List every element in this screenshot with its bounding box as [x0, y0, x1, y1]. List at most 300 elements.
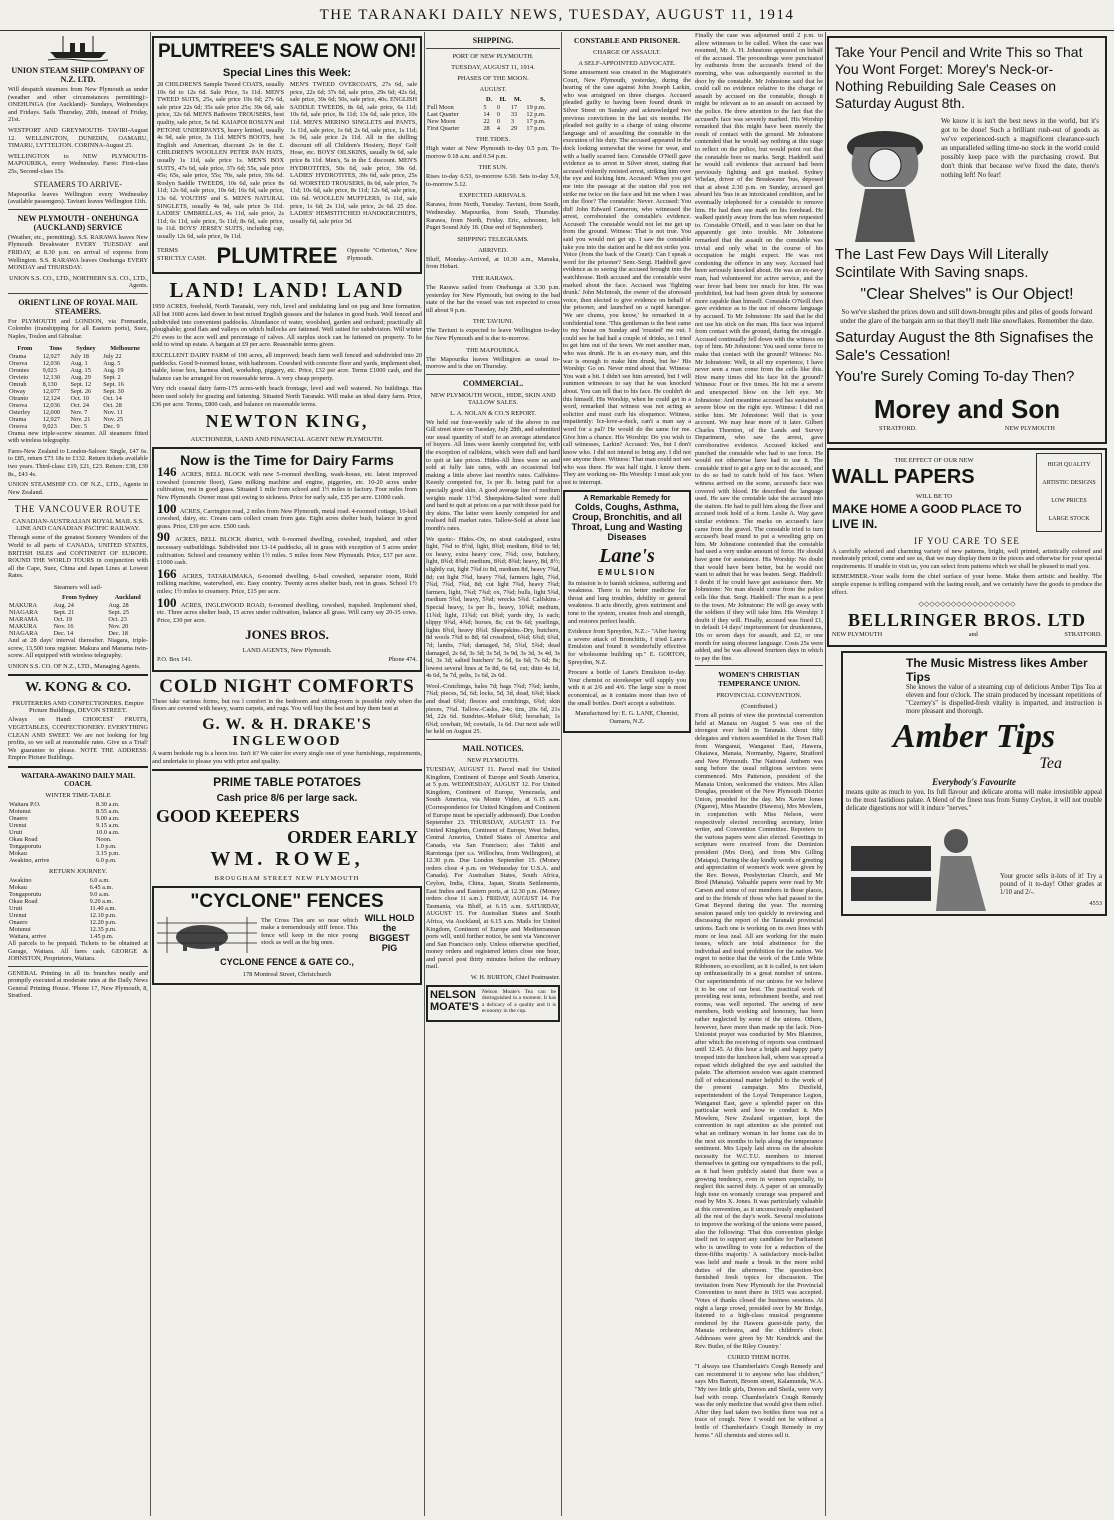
lanes-text: Its mission is to banish sickness, suffering and weakness. There is no better medicine for throat and lung troubles, debility or general weakness. It acts directly, gives nutriment and tone to the system, creates fresh and strength, and restores perfect health. — [568, 579, 686, 625]
table-row — [8, 402, 148, 409]
tin-label: HIGH QUALITY — [1047, 461, 1091, 468]
table-cell: Sept. 25 — [108, 608, 130, 616]
farm-acres: 100 — [157, 500, 180, 516]
table-header-cell: From — [17, 344, 33, 352]
farm-description: ACRES, Carrington road, 2 miles from New Plymouth, metal road. 4-roomed cottage, 10-bail cowshed, dairy, etc. Cream carts collect cream from gate. Eight acres shelter bush, balance in good grass. Price, £39 per acre. £500 cash. — [157, 507, 418, 530]
table-row — [8, 609, 148, 616]
table-cell: MAKURA — [9, 622, 37, 630]
table-cell: Orsova — [9, 422, 28, 430]
potatoes-price: Cash price 8/6 per large sack. — [216, 793, 358, 805]
table-cell: Sept. 2 — [103, 373, 121, 381]
bellringer-heading: BELLRINGER BROS. LTD — [848, 610, 1086, 631]
wallpaper-heading: WALL PAPERS — [832, 465, 975, 488]
table-cell: 12,130 — [42, 373, 60, 381]
union-steam-ship-heading: UNION STEAM SHIP COMPANY OF N.Z. LTD. — [11, 66, 145, 84]
amber-tea: Tea — [1039, 754, 1062, 772]
table-cell: Orsova — [9, 401, 28, 409]
commercial-heading: COMMERCIAL. — [462, 378, 524, 388]
table-row — [8, 877, 148, 884]
table-cell: Dec. 14 — [53, 629, 74, 637]
plumtree-heading: PLUMTREE'S SALE NOW ON! — [158, 41, 416, 62]
kong-text: Always on Hand: CHOICEST FRUITS, VEGETABLES, CONFECTIONERY. EVERYTHING CLEAN AND SWEET. We are not looking for big profits, so we sell at reasonable rates. Give us a Trial! We guarantee to please. NOTE THE ADDRESS: Empire Picture Buildings. — [8, 716, 148, 762]
table-cell: 17 p.m. — [526, 125, 546, 132]
table-cell: 9.00 a.m. — [95, 814, 120, 822]
onehunga-heading: NEW PLYMOUTH - ONEHUNGA (AUCKLAND) SERVICE — [17, 213, 139, 232]
mapourika-heading: THE MAPOURIKA. — [466, 346, 520, 354]
table-cell: Uruti — [9, 828, 23, 836]
table-cell: Urenui — [9, 821, 27, 829]
amber-brand: Amber Tips — [892, 717, 1056, 755]
orient-fleet-table — [8, 344, 148, 430]
table-row — [8, 381, 148, 388]
table-cell: Otranto — [9, 394, 29, 402]
column-shipping-commercial — [426, 32, 560, 1516]
coach-return-table — [8, 877, 148, 940]
shipping-heading: SHIPPING. — [472, 36, 514, 45]
cold-night-text: These take various forms, but rea l comfort in the bedroom and sitting-room is possible only when the floors are covered with heavy, warm carpets, and rugs. You will buy the best and buy them best at — [152, 697, 422, 713]
table-cell: July 18 — [70, 352, 89, 360]
table-cell: Tongaporutu — [9, 842, 42, 850]
table-cell: MARAMA — [9, 615, 39, 623]
table-cell: Aug. 19 — [103, 366, 124, 374]
convention-text: From all points of view the provincial convention held at Manaia on August 5 was one of the strongest ever held in Taranaki. About fifty delegates and visitors assembled in the Town Hall from Wanganui, Wanganui East, Hawera, Okaiawa, Manaia, Normanby, Ngaere, Stratford and New Plymouth. The National Anthem was sung before the usual religious services were commenced. Mrs Patterson, president of the Manaia Union, welcomed the visitors. Mrs Allan Douglas, president of the New Plymouth District Union, presided for the day. Mrs Xavier Jones (Ngaere), Miss Maundre (Hawera), Mrs Mowlem, in conjunction with Miss Nelson, were respectively elected recording secretary, letter writer, and Convention Committee. Reporters to the various papers were also elected. Greetings in scripture were received from the Dominion president (Mrs Don), and from Mrs Gilling (Matapu). During the day kindly words of greeting and appreciation of women's work were given by the Rev. Bowes, Presbyterian Church, and Mr Brod (Manaia). Valuable papers were read by Mr Carson and some of our members in those places, and to the friends of those who had passed to the Great Beyond during the year. The morning session passed only too quickly in reviewing and discussing the report of the Taranaki provincial unions. Each one is working on its own lines with more or less zeal. All are working for the main issues, which are total abstinence for the individual and total prohibition for the nation. We regret to notice that the work of the Little White Ribboners, so excellent, as it is called, is not taken up enthusiastically in a great number of unions. Our superintendents of our unions for we believe it to be one of our best. The practical work of providing rest tents, refreshment booths, and rest rooms, was well reported. The sewing of new members, both working and honorary, has been rather neglected by some of the unions. Others, however, have more than made up the lack. Non-Unionist prayer was conducted by Mrs Blamires, after which the receiving of reports was continued until 12.45. At this hour a bright and happy party trooped into the luncheon hall, where was spread a repast which delighted the eye and satisfied the palate. The afternoon session was again crammed full of educational matter helpful to the work of the present campaign. Mrs Duxfield, superintendent of the Loyal Temperance Legion, Wanganui East, gave a splendid paper on this particular work and how to conduct it. Mrs Mowlem, New Zealand organiser, kept the convention in rapt attention as she pointed out what an ordinary woman in her home can do in the next six months to help along the temperance sentiment. Mrs Lipsly laid stress on the absolute necessity for W.C.T.U. members to interest themselves in getting our sympathisers to the poll, as it had been publicly stated that there was a growing tendency, even in women especially, to neglect this sacred duty. A paper of an unusually high tone on womanly courage was prepared and read by Mrs X. Jones. It was particularly valuable at this convention, as it unconsciously emphasised all the rest of the day's work. Several resolutions to improve the working of the unions were passed, also the following: 'That this convention pledge itself not to support any candidate for Parliament who is unwilling to vote for a reduction of the three-fifths majority.' A satisfactory mock-ballot was held and made a break in the more solid duties of the afternoon. The question-box furnished fresh topics for discussion. The invitation from New Plymouth for the Provincial Convention to meet there in 1915 was accepted. 'Votes of thanks closed the business sessions. At night a large crowd, presided over by Mr Bridge, listened to a high-class musical programme rendered by the Hawera guest-tide party, the Manaia orchestra, and the children's choir. Addresses were given by Mr Kendrick and the Rev. Butler, of the Riley Country.' — [695, 712, 823, 1350]
steamship-icon — [48, 34, 108, 62]
table-cell: 28 — [483, 125, 490, 132]
masthead: THE TARANAKI DAILY NEWS, TUESDAY, AUGUST 11, 1914 — [0, 0, 1114, 31]
lanes-list: Colds, Coughs, Asthma, Croup, Bronchitis, and all Throat, Lung and Wasting Diseases — [571, 501, 683, 542]
table-row — [8, 822, 148, 829]
table-row — [8, 602, 148, 609]
steamers-arrive-heading: STEAMERS TO ARRIVE- — [33, 179, 123, 189]
table-row — [8, 395, 148, 402]
land-coastal-text: Very rich coastal dairy farm-175 acres-with beach frontage, level and well watered. No buildings. Has been used solely for grazing and fattening. Situated North Taranaki. Will make an ideal dairy farm. Price, £36 per acre. Terms, £800 cash, and balance on reasonable terms. — [152, 385, 422, 408]
cyclone-side: WILL HOLD the BIGGEST PIG — [364, 913, 415, 954]
column-rule — [561, 32, 562, 1516]
table-row — [8, 843, 148, 850]
wm-rowe-address: BROUGHAM STREET NEW PLYMOUTH — [214, 875, 360, 883]
table-row — [8, 891, 148, 898]
table-row — [8, 374, 148, 381]
table-row — [8, 388, 148, 395]
table-cell: 5 — [483, 104, 487, 111]
table-row — [426, 118, 560, 125]
taviuni-text: The Taviuni is expected to leave Wellington to-day for New Plymouth and is due to-morrow. — [426, 327, 560, 342]
table-cell: Uruti — [9, 904, 23, 912]
farm-listing — [157, 464, 418, 501]
coach-sub: WINTER TIME-TABLE — [45, 791, 111, 799]
column-rule — [825, 32, 826, 1516]
plumtree-left-list: 28 CHILDREN'S Sample Tweed COATS, usually 10s 6d to 12s 6d. Sale Price, 5s 11d. MEN'S TWEED SUITS, 25s, sale price 19s 6d; 27s 6d, sale price 22s 6d; 35s sale price 25s; 39s 6d, sale price, 32s 6d. MEN'S Bathwire TROUSERS, best quality, sale price, 5s 6d. KAIAPOI ROSLYN and PETONE UNDERPANTS, heavy knitted, usually 4s 9d, sale price, 3s 11d. MEN'S BOOTS, best English and American, discount 2s in the £. CHILDREN'S WOOLLEN PETER PAN HATS, usually 1s 11d, sale price 1s. MEN'S BOX SUITS, 47s 6d, sale price, 37s 6d; 55s, sale price 45s; 65s, sale price, 55s; 70s, sale price, 59s 6d. Roslyn Saddle TWEEDS, 10s 6d, sale price 8s 11d; 12s 6d, sale price, 10s 6d; 16s 6d, sale price, 13s 6d. YOUTHS' and S. MEN'S NATURAL SINGLETS, usually 4s 9d, sale price 3s 11d. LADIES' UMBRELLAS, 4s 11d, sale price, 2s 11d; 6s 11d, sale price, 5s 11d; 8s 6d, sale price, 6s 11d. BOYS' JERSEY SUITS, including cap, usually 12s 6d, sale price, 9s 11d. — [157, 81, 284, 240]
table-cell: Sept. 21 — [53, 608, 75, 616]
table-cell: Urenui — [9, 911, 27, 919]
grocer-text: Your grocer sells it-lots of it! Try a pound of it to-day! Other grades at 1/10 and 2/-. — [1000, 873, 1102, 897]
wallpaper-sub: WILL BE TO — [916, 492, 952, 500]
table-cell: MAKURA — [9, 601, 37, 609]
table-cell: 12 p.m. — [526, 111, 546, 118]
vancouver-table — [8, 593, 148, 637]
remember-text: REMEMBER.-Your walls form the chief surface of your home. Make them artistic and healthy. The simple expense is trifling compared with the lasting result, and we certainly have the goods to produce the effect. — [832, 573, 1102, 596]
table-cell: 6.45 a.m. — [89, 883, 114, 891]
arrivals-text: Rarawa, from North, Tuesday. Taviuni, from South, Wednesday. Mapourika, from South, Thursday. Rarawa, from North, Friday. Eric, schooner, left Puget Sound July 18. (Due end of September). — [426, 201, 560, 232]
plumtree-right-list: MEN'S TWEED OVERCOATS, 27s 6d, sale price, 22s 6d; 37s 6d, sale price, 29s 6d; 42s 6d, sale price, 39s 6d; 50s, sale price, 40s. ENGLISH SADDLE TWEEDS, 8s 6d, sale price, 6s 11d; 10s 6d, sale price, 8s 11d; 13s 6d, sale price, 10s 11d. MEN'S MERINO SINGLETS and PANTS, 1s 11d, sale price, 1s 6d; 2s 6d, sale price, 1s 11d; 3s 9d, sale price 2s 11d. All in the shilling discount off all Children's Hosiery, Boys' Golf Hose, etc. BOYS' OILSKINS, usually 9s 6d, sale price 8s 11d. Men's, 5s in the £ discount. MEN'S HYDROTITES, 50s 6d, sale price, 39s 6d. LADIES' HYDROTITES, 39s 6d, sale price, 25s 6d. WORSTED TROUSERS, 8s 6d, sale price, 7s 11d; 10s 6d, sale price, 8s 11d; 12s 6d, sale price, 10s 6d. WOOLLEN MUFFLERS, 1s 11d, sale price, 1s 6d; 2s 11d, sale price, 2s 6d. 25 doz. LADIES' HEMSTITCHED HANDKERCHIEFS, usually 6d, sale price 3d. — [290, 81, 417, 225]
table-cell: Mokau — [9, 883, 27, 891]
table-cell: 10.0 a.m. — [95, 828, 120, 836]
table-cell: Onaero — [9, 918, 28, 926]
lanes-heading: A Remarkable Remedy for — [583, 494, 671, 502]
table-row — [8, 353, 148, 360]
table-cell: 12,927 — [42, 415, 60, 423]
table-row — [8, 919, 148, 926]
table-cell: 12,000 — [42, 408, 60, 416]
table-cell: Awakino, arrive — [9, 856, 50, 864]
table-cell: Aug. 28 — [108, 601, 129, 609]
lanes-bottle-icon — [568, 545, 686, 577]
cured-text: "I always use Chamberlain's Cough Remedy and can recommend it to anyone who has children," says Mrs Barrett, Broom street, Kalamunda, W.A. "My two little girls, Doreen and Sheila, were very bad with croup. Chamberlain's Cough Remedy was the only medicine that would give them relief. After they had taken two bottles there was not a trace of cough. Now I would not be without a bottle of Chamberlain's Cough Remedy in my home." All chemists and stores sell it. — [695, 1363, 823, 1439]
table-cell: Orvieto — [9, 373, 29, 381]
orient-fares: Fares-New Zealand to London-Saloon: Single, £47 6s. to £85, return £73 18s to £132. Return tickets available two years. Third-class: £19, £21, £23. Return: £38, £39 8s., £43 4s. — [8, 447, 148, 478]
bellringer-ad — [827, 448, 1107, 647]
table-header-cell: H. — [499, 96, 507, 103]
moon-table — [426, 95, 560, 132]
last-few-days: The Last Few Days Will Literally Scintilate With Saving snaps. — [835, 246, 1049, 281]
table-cell: 1.45 p.m. — [89, 932, 114, 940]
farm-description: ACRES, BELL BLOCK district, with 6-roomed dwelling, cowshed, trapshed, and other necessary outbuildings. Subdivided into 13-14 paddocks, all in grass with exception of 5 acres under cultivation. School and creamery within 1½ miles. 5 miles from New Plymouth. Price, £37 per acre. £1000 cash. — [157, 536, 418, 567]
table-cell: 12.20 p.m. — [89, 918, 117, 926]
moon-heading: PHASES OF THE MOON. — [457, 75, 529, 82]
farm-acres: 90 — [157, 529, 176, 545]
order-early: ORDER EARLY — [287, 827, 418, 848]
table-cell: Motunui — [9, 925, 31, 933]
nz-service-text: WESTPORT AND GREYMOUTH- TAVIRI-August 12. WELLINGTON, DUNEDIN, OAMARU, TIMARU, LYTTELTON. CORINNA-August 25. — [8, 126, 148, 150]
table-row — [8, 423, 148, 430]
drake-sub: INGLEWOOD — [232, 734, 342, 750]
story-part-2: Finally the case was adjourned until 2 p.m. to allow witnesses to be called. When the case was resumed, Mr. A. H. Johnstone appeared on behalf of the accused. The proceedings were punctuated by outbursts from the accused's friend of the morning, who was subsequently escorted to the door by the constable. Mr Johnstone said that he could call no evidence relative to the charge of assault by accused on the constable, though it might be relevant as to an assault on accused by the police. He drew attention to the fact that the accused's face was severely marked. His Worship remarked that this might have been merely the result of contact with the ground. Mr Johnstone contended that he would say nothing at this stage to reflect on the police, but would point out that the constable bore no marks. Sergt. Haddrell said he would call evidence that accused had been previously fighting and got marked. Sydney Whelan, driver of the Breakwater 'bus, deposed that at about 2.30 p.m. on Sunday, accused got aboard his 'bus in an intoxicated condition, and he eventually telephoned for a constable to remove him. He had then one mark on his forehead. He walked quietly away from the bus when requested to. Constable O'Neill, and it was later on that he apparently got into trouble. Mr Johnstone remarked that the assault on the constable was trivial and only what in the course of his occupation he might expect. He was not condoning the offence in any way. Accused had been seriously knocked about. He was an ex-navy man, had volunteered for active service, and the war fever had been too much for him. He was prohibited, but had been given drink by someone more capable than himself. Constable O'Neill then gave evidence as to the use of obscene language by accused. To Mr Johnstone: He said that he did not use his stick on the man. His face was injured from contact with the ground, during the struggle. Accused continually fell down with the witness on top of him. Mr Johnstone: You used some force to make that contact with the ground? Witness: No. Mr Johnstone: Well, in all my experience, I have never seen a man come from the cells like this. How many times did his face hit the ground? Witness: Four or five times. He hit me a severe and unexpected blow on the left eye. Mr Johnstone: And meantime accused has sustained a severe blow on the right eye. Witness: I did not strike him. Mr Johnstone: Well that is your account. We may hear more of it later. Gilbert Charles Thornton, of the Lands and Survey Department, who saw the arrest, gave corroborative evidence. Accused kicked and punched the constable who had to use force. He would not otherwise have had to use it. The constable tried to get a grip on to the accused, and to do so had to catch hold of his face. When witness arrived on the scene, accused's face was covered with blood. He described the language used. He saw the constable take the accused into the station. He had to pull him along the floor and accused took hold of a form. Leslie A. Way gave similar evidence. The marks on accused's face came from the gravel. The constable tried to turn accused's head round to put a wrestling grip on him. Mr Johnstone contended that the constable had used a very undue amount of force. He should have gone for assistance. His Worship: No doubt that would have been better, but he would not want to admit that he was beaten. Sergt. Haddrell: I doubt if he could have got assistance then. Mr Johnstone: No man should come from the police cells like that. Sergt. Haddrell: The man is a pest to the town. Mr Johnstone: He will go away with the soldiers if they will take him. His Worship: I doubt if they will. Finally, accused was fined £1, in default 14 days' imprisonment for drunkenness, 10s or seven days for assault, and £2, or one month for using obscene language. Costs 25s were added, and he was allowed fourteen days in which to pay the fine. — [695, 32, 823, 662]
printing-text: GENERAL Printing in all its branches neatly and promptly executed at moderate rates at the Daily News General Printing House. 'Phone 17, New Plymouth, 8, Stratford. — [8, 969, 148, 1000]
farm-listing — [157, 500, 418, 531]
union-agents: UNION S.S. CO., LTD., NORTHERN S.S. CO., LTD., Agents. — [9, 274, 148, 290]
lanes-brand: Lane's — [599, 544, 655, 567]
onehunga-text: (Weather, etc., permitting). S.S. RARAWA leaves New Plymouth Breakwater EVERY TUESDAY and FRIDAY, at 8.30 p.m. on arrival of express from Wellington. S.S. RARAWA leaves Onehunga EVERY MONDAY and THURSDAY. — [8, 233, 148, 272]
orient-text: For PLYMOUTH and LONDON, via Fremantle, Colombo (transhipping for all Eastern ports), Suez, Naples, Toulon and Gibraltar. — [8, 317, 148, 341]
wctu-heading: WOMEN'S CHRISTIAN TEMPERANCE UNION. — [717, 670, 801, 689]
table-row — [8, 416, 148, 423]
table-cell: 9,023 — [42, 366, 57, 374]
wm-rowe-heading: WM. ROWE, — [210, 848, 364, 871]
morey-text: We know it is isn't the best news in the world, but it's got to be done! Such a brilliant rush-out of goods as we've experienced-such a magnificent clearance-such an unparalleled selling time-no stock in the world could possibly keep pace with the purchasing crowd. But don't think that because we've fixed the date, there's nothing left! No fear! — [941, 117, 1099, 179]
wallpaper-text: A carefully selected and charming variety of new patterns, bright, well printed, artistically colored and moderately priced, come and see us, that we may display them in the pieces and otherwise for your special requirements. If unable to visit us, you can select from patterns which we shall be pleased to mail you. — [832, 547, 1102, 570]
mapourika-text: The Mapourika leaves Wellington as usual to-morrow and is due on Thursday. — [426, 355, 560, 371]
farm-listing — [157, 594, 417, 625]
table-cell: NIAGARA — [9, 629, 39, 637]
table-row — [8, 933, 148, 940]
coach-table — [8, 801, 148, 864]
table-cell: 12,036 — [42, 401, 60, 409]
clear-shelves: "Clear Shelves" is Our Object! — [860, 286, 1074, 303]
table-cell: 9.20 a.m. — [89, 897, 114, 905]
plumtree-terms: TERMS STRICTLY CASH. — [157, 247, 207, 262]
wallpaper-tins-icon — [1036, 453, 1102, 532]
if-you-care: IF YOU CARE TO SEE — [914, 535, 1020, 546]
farm-acres: 100 — [157, 594, 181, 610]
table-cell: Waitara P.O. — [9, 800, 41, 808]
morey-stratford: STRATFORD. — [879, 425, 917, 432]
table-cell: 19 p.m. — [526, 104, 546, 111]
table-cell: Oct. 24 — [70, 401, 90, 409]
tin-label: ARTISTIC DESIGNS — [1042, 479, 1096, 486]
morey-new-plymouth: NEW PLYMOUTH — [1004, 425, 1055, 432]
lanes-maker: Manufactured by: E. G. LANE, Chemist, Oamaru, N.Z. — [575, 710, 679, 725]
orient-note: Orama new triple-screw steamer. All steamers fitted with wireless telegraphy. — [8, 429, 148, 445]
table-cell: Noon. — [95, 835, 112, 843]
table-cell: 0 — [496, 118, 501, 125]
jones-bros-name: JONES BROS. — [245, 627, 329, 643]
jones-bros-sub: LAND AGENTS, New Plymouth. — [242, 647, 332, 655]
wool-text: We held our four-weekly sale of the above in our Gill street store on Tuesday, July 28th, and submitted our usual quantity of stuff to an average attendance of buyers. All lines were keenly competed for, with the exception of calfskins, which were dull and hard to quit at late prices. Hides-All lines were on and sold at fully late rates, with an occasional bid making a little above last month's rates. Calfskins-Keenly competed for, 1s per lb. being paid for a specially good skin. A good average line of medium weights made 11½d. Sheepskins-Salted were dull and hard to quit at prices on a par with those paid for dry skins. The latter were keenly competed for and realised full market rates. Tallow-Sold at about last month's rates. — [426, 418, 560, 532]
table-cell: 12,927 — [42, 352, 60, 360]
ad-code: 4553 — [1089, 900, 1102, 908]
table-cell: 3 — [510, 118, 514, 125]
land-dairy-text: EXCELLENT DAIRY FARM of 190 acres, all improved; beach farm well fenced and subdivided into 20 paddocks. Good 9-roomed house, with bathroom. Cowshed with concrete floor and yards, implement shed, stable, loose box, harness shed, workshop, piggery, etc. Price, £32 per acre. Terms £1000 cash, and the balance can be arranged for on reasonable terms. A very cheap property. — [152, 352, 422, 382]
constable-heading: CONSTABLE AND PRISONER. — [574, 36, 680, 45]
vancouver-note: And at 28 days' interval thereafter. Niagara, triple-screw, 13,500 tons register. Makura and Marama twin-screw. All equipped with wireless telegraphy. — [8, 636, 148, 660]
slashed-text: So we've slashed the prices down and still down-brought piles and piles of goods forward under the glare of the bargain arm so that they'll melt like snowflakes. Remember the date. — [840, 308, 1094, 325]
table-cell: First Quarter — [427, 125, 460, 132]
table-cell: Sept. 30 — [103, 387, 124, 395]
table-row — [8, 630, 148, 637]
farm-listing — [157, 529, 418, 567]
lanes-emulsion-ad — [563, 490, 691, 734]
table-row — [8, 801, 148, 808]
mail-heading: MAIL NOTICES. — [462, 744, 524, 754]
table-cell: Omrah — [9, 380, 27, 388]
wool-text-2: Wool.-Crutchings, bales 7d; bags 7¾d; 7¾d; lambs, 7¾d; pieces, 5d, 6d; locks, 5d, 3d, dead, 6¾d; black and dead 6¾d; fleeces and crutchings, 6¾d; skin pieces, 7¾d. Tallow.-Casks, 24s; tins, 20s 6d, 21s 9d, 22s 6d. Sundries.-Mohair 6¾d; horsehair, 1s 6¾d; cowhair, 9d; cowtails, 1s 6d. Our next sale will be held on August 25. — [426, 682, 560, 736]
table-header-cell: Sydney — [76, 344, 96, 352]
table-header-cell: Melbourne — [110, 344, 140, 352]
vancouver-text: Through some of the greatest Scenery Wonders of the World to all parts of CANADA, UNITED STATES, BRITISH ISLES and CONTINENT OF EUROPE. ROUND THE WORLD TOURS in conjunction with all the Cape, Suez, China and Japan Lines at Lowest Rates. — [8, 534, 148, 580]
plumtree-sub: Special Lines this Week: — [222, 67, 352, 79]
table-cell: 4 — [496, 125, 501, 132]
farm-description: ACRES, INGLEWOOD ROAD, 6-roomed dwelling, cowshed, trapshed. Implement shed, etc. Three acres shelter bush, 15 acres under cultivation, balance all grass. Will carry say 20-35 cows. Price, £30 per acre. — [157, 601, 417, 624]
advocate-heading: A SELF-APPOINTED ADVOCATE. — [578, 60, 676, 67]
morey-heading: Take Your Pencil and Write This so That You Wont Forget: Morey's Neck-or-Nothing Rebuilding Sale Ceases on Saturday August 8th. — [835, 44, 1083, 111]
table-row — [8, 815, 148, 822]
table-cell: 8.55 a.m. — [95, 807, 120, 815]
bellringer-and: and — [968, 631, 978, 639]
moates-tea-ad — [426, 985, 560, 1022]
table-header-cell: Auckland — [114, 593, 141, 601]
table-header-cell: D. — [486, 96, 493, 103]
table-cell: 22 — [483, 118, 490, 125]
piano-lady-icon — [846, 816, 996, 911]
table-cell: Full Moon — [427, 104, 454, 111]
orient-agents: UNION STEAMSHIP CO. OF N.Z., LTD., Agents in New Zealand. — [8, 481, 148, 496]
amber-text: She knows the value of a steaming cup of delicious Amber Tips Tea at eleven and four o'clock. The strain produced by incessant repetitions of "Czerney's" is dispelled-fresh vitality is imparted, and instruction is more pleasant and thorough. — [906, 683, 1102, 715]
table-cell: Orama — [9, 352, 27, 360]
table-cell: Aug. 15 — [70, 366, 91, 374]
column-rule — [150, 32, 151, 1516]
drake-heading: G. W. & H. DRAKE'S — [202, 716, 372, 734]
morey-son: Morey and Son — [873, 394, 1061, 424]
lanes-evidence: Evidence from Spreydon, N.Z.:- "After having a severe attack of Bronchitis, I tried Lane's Emulsion and found it wonderfully effective for wholesome building up." E. GORTON, Spreydon, N.Z. — [568, 628, 686, 666]
table-cell: Orama — [9, 415, 27, 423]
table-cell: 12,124 — [42, 394, 60, 402]
farm-listing — [157, 565, 418, 596]
table-header-cell: Tons — [49, 344, 62, 352]
table-header-cell — [8, 593, 53, 602]
cyclone-company: CYCLONE FENCE & GATE CO., — [220, 957, 354, 968]
mail-text: TUESDAY, AUGUST 11. Parcel mail for United Kingdom, Continent of Europe and South America, at 5 p.m. WEDNESDAY, AUGUST 12. For United Kingdom, Continent of Europe, Venezuela, and South America, via Monte Video, at 6.15 a.m. (Correspondence for United Kingdom and Continent of Europe must be specially addressed). Due London September 23. THURSDAY, AUGUST 13. For United Kingdom, Continent of Europe, West Indies, Central America, United States of America and Canada, via San Francisco; also Tahiti and Rarotonga (per s.s. Willochra, from Wellington), at 12.30 p.m. Due London September 15. (Money orders close 4 p.m. on Wednesday for U.S.A. and Canada). For Australian States, South Africa, Ceylon, India, China, Japan, Straits Settlements, East Indies and Eastern ports, at 12.30 p.m. (Money orders close 11 a.m.). FRIDAY, AUGUST 14. For Tasmania, via Bluff, at 6.15 a.m. SATURDAY, AUGUST 15. For Australian States and South Africa, via Auckland, at 6.15 a.m. Mails for United Kingdom, Continent of Europe and Mediterranean ports will, until further notice, be sent via Vancouver and San Francisco only. Unless otherwise specified, money orders and registered letters close one hour, and parcel post thirty minutes before the ordinary mail. — [426, 766, 560, 971]
lanes-price: Procure a bottle of Lane's Emulsion to-day. Your chemist or storekeeper will supply you with it at 2/6 and 4/6. The large size is most economical, as it contains more than two of the small bottles. Don't accept a substitute. — [568, 669, 686, 707]
table-cell: 12,077 — [42, 387, 60, 395]
table-cell: Orsova — [9, 359, 28, 367]
telegrams-heading: SHIPPING TELEGRAMS. — [457, 235, 529, 243]
table-cell: Oct. 14 — [103, 394, 122, 402]
table-cell: 29 — [510, 125, 518, 132]
table-cell: Sept. 12 — [70, 380, 92, 388]
table-cell: 0 — [496, 104, 501, 111]
column-shipping-ads — [8, 32, 148, 1516]
table-cell: Okau Road — [9, 897, 38, 905]
sun-heading: THE SUN. — [478, 164, 508, 172]
newton-king-sub: AUCTIONEER, LAND AND FINANCIAL AGENT NEW PLYMOUTH. — [190, 436, 384, 444]
tin-label: LOW PRICES — [1051, 498, 1087, 505]
pig-fence-icon — [157, 913, 257, 953]
table-cell: Oct. 19 — [53, 615, 73, 623]
vancouver-agents: UNION S.S. CO. OF N.Z., LTD., Managing Agents. — [8, 662, 141, 670]
land-1950-text: 1950 ACRES, freehold, North Taranaki, very rich, level and undulating land on pug and lime formation. All but 1600 acres laid down in best mixed English grasses and the balance in good bush. Well fenced and subdivided into convenient paddocks. Abundance of water, woolshed, garden and orchard; practically all ploughable; good flats and valleys on which bullocks are fattened. Well suited for subdivision. Will winter 2½ ewes to the acre well and percentage of calves. All surplus stock can be fattened on property. To be sold to wind up estate. A bargain at £9 per acre. Reasonable terms given. — [152, 303, 422, 349]
table-cell: Waitara, arrive — [9, 932, 47, 940]
column-big-ads — [827, 32, 1107, 1516]
wallpaper-top: THE EFFECT OF OUR NEW — [894, 456, 974, 464]
table-cell: 9.0 a.m. — [89, 890, 110, 898]
coach-note: All parcels to be prepaid. Tickets to be obtained at Garage, Waitara. All fares cash. GEORGE & JOHNSTON, Proprietors, Waitara. — [8, 939, 148, 963]
farm-description: ACRES, TATARAIMAKA, 6-roomed dwelling, 6-bail cowshed, separator room, Ridd milking machine, waterwheel, etc. Easy country. Twenty acres shelter bush, rest in grass. School 1½ miles; 1½ miles to creamery. Price, £15 per acre. — [157, 572, 418, 595]
table-cell: 17 — [510, 104, 518, 111]
saturday-heading: Saturday August the 8th Signafises the Sale's Cessation! — [835, 329, 1094, 364]
table-cell: Motunui — [9, 807, 31, 815]
table-row — [8, 623, 148, 630]
table-row — [8, 808, 148, 815]
table-cell: Nov. 20 — [108, 622, 129, 630]
table-header-cell: S. — [540, 96, 546, 103]
table-cell: Nov. 21 — [70, 415, 91, 423]
orient-heading: ORIENT LINE OF ROYAL MAIL STEAMERS. — [18, 297, 138, 316]
table-cell: 8.30 a.m. — [95, 800, 120, 808]
taviuni-heading: THE TAVIUNI. — [472, 318, 514, 326]
newton-king-heading: NEWTON KING, — [205, 411, 369, 432]
table-header-cell — [426, 95, 482, 104]
table-cell: Oct. 23 — [108, 615, 127, 623]
kong-heading: W. KONG & CO. — [25, 680, 131, 696]
table-row — [426, 111, 560, 118]
table-cell: 0 — [496, 111, 501, 118]
table-row — [8, 829, 148, 836]
arrived-heading: ARRIVED. — [478, 246, 508, 254]
table-cell: Onaero — [9, 814, 28, 822]
cyclone-ad — [152, 886, 422, 985]
tides-text: High water at New Plymouth to-day 0.5 p.m. To-morrow 0.18 a.m. and 0.54 p.m. — [426, 145, 560, 160]
morey-ad — [827, 36, 1107, 444]
table-cell: 33 — [510, 111, 518, 118]
jones-po-box: P.O. Box 141. — [157, 656, 193, 664]
table-cell: Last Quarter — [427, 111, 459, 118]
tin-label: LARGE STOCK — [1048, 516, 1090, 523]
table-cell: Aug. 24 — [53, 601, 74, 609]
table-cell: Aug. 5 — [103, 359, 121, 367]
rarawa-heading: THE RARAWA. — [471, 274, 515, 282]
table-cell: 12,036 — [42, 359, 60, 367]
vancouver-sub: CANADIAN-AUSTRALIAN ROYAL MAIL S.S. LINE AND CANADIAN PACIFIC RAILWAY. — [12, 518, 144, 533]
table-cell: 17 p.m. — [526, 118, 546, 125]
make-home: MAKE HOME A GOOD PLACE TO LIVE IN. — [832, 501, 1022, 531]
wool-sub: L. A. NOLAN & CO.'S REPORT. — [450, 409, 536, 417]
moon-month: AUGUST. — [479, 86, 507, 93]
table-row — [8, 850, 148, 857]
table-cell: Okau Road — [9, 835, 38, 843]
table-cell: Awakino — [9, 876, 32, 884]
sun-text: Rises to-day 6.53, to-morrow 6.50. Sets to-day 5.9, to-morrow 5.12. — [426, 173, 560, 188]
kong-sub: FRUITERERS AND CONFECTIONERS. Empire Picture Buildings, DEVON STREET. — [12, 700, 144, 715]
cured-heading: CURED THEM BOTH. — [727, 1354, 791, 1362]
charge-heading: CHARGE OF ASSAULT. — [593, 49, 661, 56]
date-heading: TUESDAY, AUGUST 11, 1914. — [451, 64, 535, 71]
table-cell: Otway — [9, 387, 26, 395]
cyclone-address: 178 Montreal Street, Christchurch — [242, 971, 332, 979]
cold-night-heading: COLD NIGHT COMFORTS — [159, 675, 415, 697]
amber-tips-ad — [841, 651, 1107, 916]
column-retail-ads — [152, 32, 422, 1516]
rarawa-text: The Rarawa sailed from Onehunga at 3.30 p.m. yesterday for New Plymouth, but owing to the bad state of the bar the vessel was not expected to cross till about 9 p.m. — [426, 283, 560, 314]
amber-favourite: Everybody's Favourite — [932, 776, 1016, 787]
table-row — [8, 884, 148, 891]
wool-heading: NEW PLYMOUTH WOOL, HIDE, SKIN AND TALLOW SALES. — [430, 391, 556, 406]
table-row — [8, 367, 148, 374]
moates-text: Nelson Moate's Tea can be distinguished in a moment. It has a delicacy of a quality and it is economy in the cup. — [481, 988, 556, 1015]
table-cell: 6.0 a.m. — [89, 876, 110, 884]
land-heading: LAND! LAND! LAND — [169, 278, 405, 303]
table-row — [8, 857, 148, 864]
table-cell: Aug. 1 — [70, 359, 88, 367]
table-cell: Nov. 7 — [70, 408, 88, 416]
table-cell: Dec. 9 — [103, 422, 120, 430]
port-heading: PORT OF NEW PLYMOUTH. — [452, 53, 534, 60]
plumtree-ad — [152, 36, 422, 274]
postmaster: W. H. BURTON, Chief Postmaster. — [470, 974, 560, 982]
story-part-1: Some amusement was created in the Magistrate's Court, New Plymouth, yesterday, during the hearing of the case against John Joseph Larkin, who was arraigned on three charges. Accused pleaded guilty to having been found drunk in Silver Street on Sunday and acknowledged two previous convictions in the last six months. He pleaded not guilty to a charge of using obscene language and of assaulting the constable in the execution of his duty. The accused appeared in the dock looking somewhat the worse for wear, and with a badly scarred face. Constable O'Neill gave evidence as to arrest in Silver street, stating that accused violently resisted arrest, striking him over the eye and kicking him. Accused: When you got me into the passage at the station did you not strike me twice on the face and hit me when I was on the floor? The constable: Never. Accused: You did! John Edward Cameron, who witnessed the arrest, corroborated the constable's evidence. Accused: The constable would not let me get up from the ground. Witness: That is not true. You said you would not get up. I saw the constable take you into the station and he did not strike you. Voice (from the back of the Court): Can I speak a word for the prisoner? Senr.-Sergt. Haddrell gave evidence as to seeing the accused brought into the watchhouse. Both accused and the constable were marked about the face. Accused was 'fighting drunk.' John McIntosh, the owner of the aforesaid voice, then elected to give evidence on behalf of the prisoner, and launched on a rapid harangue. 'We are chums, you know,' he remarked in a confidential tone. 'This gentleman is the best came to my house on Sunday and 'rousted' me out. I could see he had had a couple of drinks, so I tried to get him out of the town. We met another man, who was drunk. He is an ex-navy man, and this war is enough to make him drunk, but he-' His Worship: Go on. Never mind about that. Witness: You wait a bit. I didn't see him arrested, but I will summon witnesses to say that he was knocked about. You can tell that to his face. He couldn't do this himself. His Worship, when he could get in a word, remarked that witness was not acting as solicitor and must curb his eloquence. Witness, impatiently: Ice-love-a-duck, can't a man say a word for a pal? He would do the same for me. Give him a chance. His Worship: Do you wish to call witnesses, Larkin? Accused: Yes, but I don't know who. I did not intend to bring any. I did not see anyone there. Witness: That man could not see who was there. He was half tight. I know them. They are working on- His Worship: I must ask you not to interrupt. — [563, 69, 691, 487]
union-steam-ship-text: Will despatch steamers from New Plymouth as under (weather and other circumstances permitting):- ONEHUNGA (for Auckland)- Sundays, Wednesdays and Fridays. Sails Thursday, 20th, instead of Friday, 21st. — [8, 86, 148, 124]
lanes-emulsion: EMULSION — [597, 567, 657, 577]
cyclone-heading: "CYCLONE" FENCES — [190, 891, 384, 913]
table-cell: 11.40 a.m. — [89, 904, 116, 912]
vancouver-sail: Steamers will sail- — [53, 583, 103, 591]
coach-heading: WAITARA-AWAKINO DAILY MAIL COACH. — [20, 771, 136, 788]
table-row — [8, 905, 148, 912]
table-row — [8, 409, 148, 416]
table-row — [8, 898, 148, 905]
vancouver-heading: THE VANCOUVER ROUTE — [14, 504, 142, 515]
plumtree-name: PLUMTREE — [216, 243, 338, 269]
table-header-cell: M. — [513, 96, 522, 103]
table-row — [426, 125, 560, 132]
table-row — [8, 836, 148, 843]
table-cell: Nov. 11 — [103, 408, 123, 416]
table-cell: Osterley — [9, 408, 31, 416]
table-cell: 8,130 — [42, 380, 57, 388]
farm-acres: 166 — [157, 565, 182, 581]
table-cell: Sept. 16 — [103, 380, 124, 388]
table-cell: Nov. 25 — [103, 415, 124, 423]
dairy-farms-heading: Now is the Time for Dairy Farms — [180, 452, 394, 469]
